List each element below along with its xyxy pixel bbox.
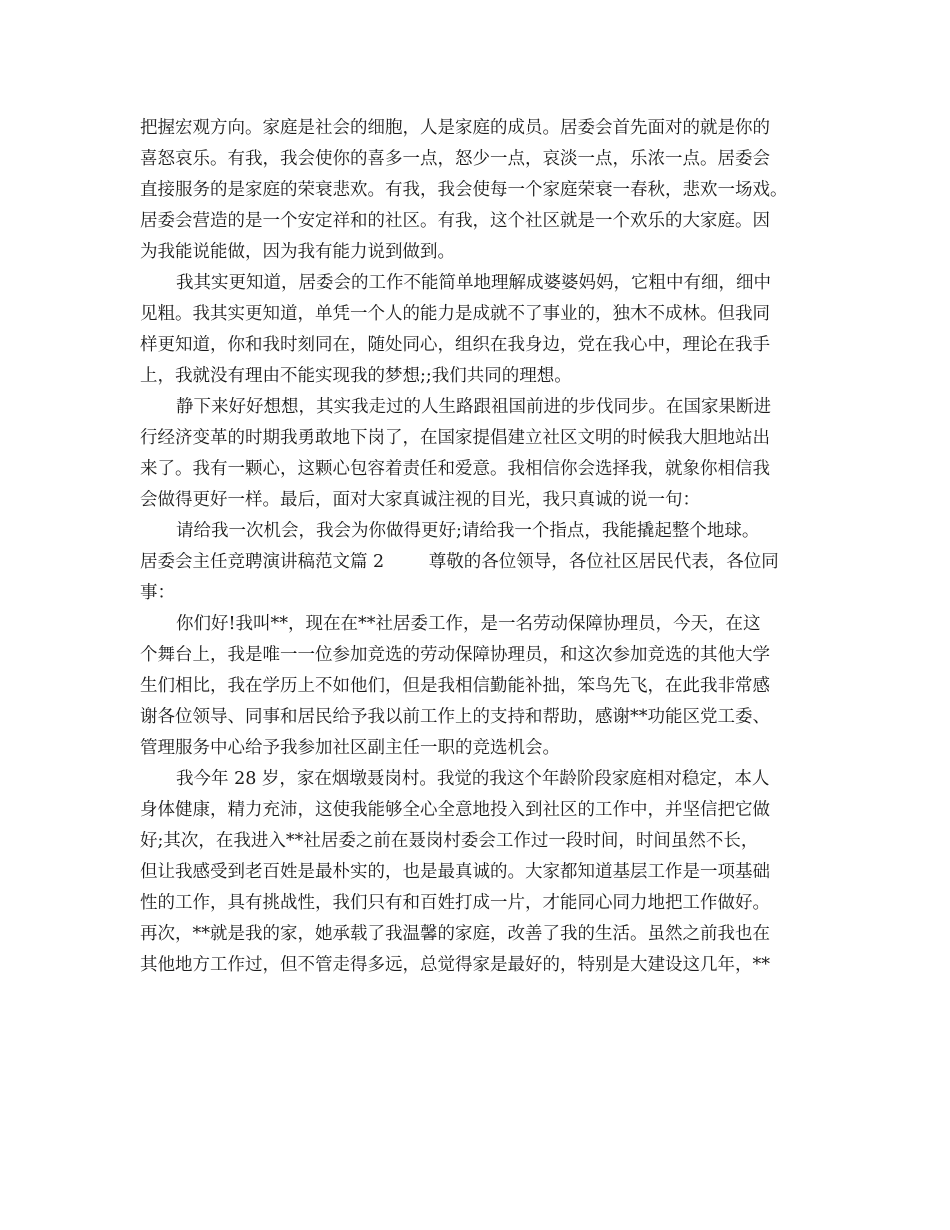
document-body <box>140 113 820 981</box>
text-line: 为我能说能做，因为我有能力说到做到。 <box>140 242 455 262</box>
text-line: 管理服务中心给予我参加社区副主任一职的竞选机会。 <box>140 738 560 758</box>
text-line: 上，我就没有理由不能实现我的梦想;;我们共同的理想。 <box>140 366 572 386</box>
text-line: 行经济变革的时期我勇敢地下岗了，在国家提倡建立社区文明的时候我大胆地站出 <box>140 428 770 448</box>
text-line: 我其实更知道，居委会的工作不能简单地理解成婆婆妈妈，它粗中有细，细中 <box>176 273 771 293</box>
text-line: 居委会营造的是一个安定祥和的社区。有我，这个社区就是一个欢乐的大家庭。因 <box>140 211 770 231</box>
text-line: 会做得更好一样。最后，面对大家真诚注视的目光，我只真诚的说一句： <box>140 490 700 510</box>
text-line: 直接服务的是家庭的荣衰悲欢。有我，我会使每一个家庭荣衰一春秋，悲欢一场戏。 <box>140 180 788 200</box>
text-line: 请给我一次机会，我会为你做得更好;请给我一个指点，我能撬起整个地球。 <box>176 521 760 541</box>
text-line: 事： <box>140 583 175 603</box>
text-line: 生们相比，我在学历上不如他们，但是我相信勤能补拙，笨鸟先飞，在此我非常感 <box>140 676 770 696</box>
text-line: 性的工作，具有挑战性，我们只有和百姓打成一片，才能同心同力地把工作做好。 <box>140 893 770 913</box>
text-line: 样更知道，你和我时刻同在，随处同心，组织在我身边，党在我心中，理论在我手 <box>140 335 770 355</box>
text-line: 喜怒哀乐。有我，我会使你的喜多一点，怒少一点，哀淡一点，乐浓一点。居委会 <box>140 149 770 169</box>
text-line: 其他地方工作过，但不管走得多远，总觉得家是最好的，特别是大建设这几年，** <box>140 955 770 975</box>
text-line: 谢各位领导、同事和居民给予我以前工作上的支持和帮助，感谢**功能区党工委、 <box>140 707 770 727</box>
text-line: 但让我感受到老百姓是最朴实的，也是最真诚的。大家都知道基层工作是一项基础 <box>140 862 770 882</box>
text-line: 好;其次，在我进入**社居委之前在聂岗村委会工作过一段时间，时间虽然不长， <box>140 831 759 851</box>
text-line: 再次，**就是我的家，她承载了我温馨的家庭，改善了我的生活。虽然之前我也在 <box>140 924 770 944</box>
text-line: 把握宏观方向。家庭是社会的细胞，人是家庭的成员。居委会首先面对的就是你的 <box>140 118 770 138</box>
text-line: 个舞台上，我是唯一一位参加竞选的劳动保障协理员，和这次参加竞选的其他大学 <box>140 645 770 665</box>
text-line: 你们好!我叫**，现在在**社居委工作，是一名劳动保障协理员，今天，在这 <box>176 614 761 634</box>
text-line: 居委会主任竞聘演讲稿范文篇 2 尊敬的各位领导，各位社区居民代表，各位同 <box>140 552 779 572</box>
text-line: 来了。我有一颗心，这颗心包容着责任和爱意。我相信你会选择我，就象你相信我 <box>140 459 770 479</box>
text-line: 见粗。我其实更知道，单凭一个人的能力是成就不了事业的，独木不成林。但我同 <box>140 304 770 324</box>
text-line: 静下来好好想想，其实我走过的人生路跟祖国前进的步伐同步。在国家果断进 <box>176 397 771 417</box>
text-line: 身体健康，精力充沛，这使我能够全心全意地投入到社区的工作中，并坚信把它做 <box>140 800 770 820</box>
text-line: 我今年 28 岁，家在烟墩聂岗村。我觉的我这个年龄阶段家庭相对稳定，本人 <box>176 769 770 789</box>
